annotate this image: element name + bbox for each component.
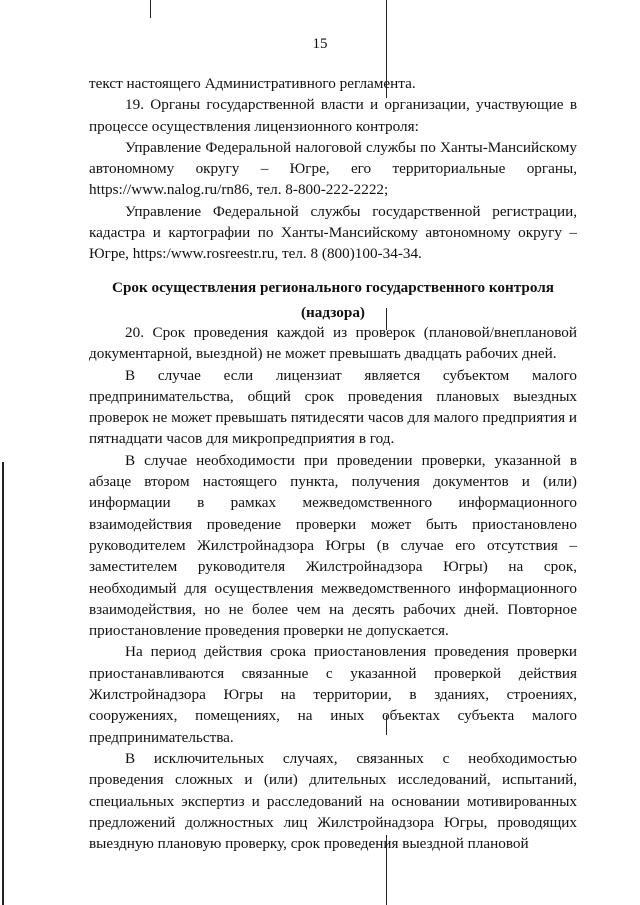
paragraph: В случае необходимости при проведении проверки, указанной в абзаце втором настоящего пункта, получения документов и (или) информации в рамках межведомственного информационного взаимодействия проведение проверки может быть приостановлено руководителем Жилстройнадзора Югры (в случае его отсутствия – заместителем руководителя Жилстройнадзора Югры) на срок, необходимый для осуществления межведомственного информационного взаимодействия, но не более чем на десять рабочих дней. Повторное приостановление проведения проверки не допускается. bbox=[89, 451, 577, 640]
paragraph: текст настоящего Административного регламента. bbox=[89, 75, 416, 92]
scan-mark-top-left bbox=[150, 0, 151, 18]
section-heading-line2: (надзора) bbox=[301, 304, 365, 321]
section-heading-line1: Срок осуществления регионального государственного контроля bbox=[111, 279, 554, 296]
section-heading bbox=[89, 275, 577, 325]
page-number: 15 bbox=[312, 36, 328, 52]
paragraph: На период действия срока приостановления проведения проверки приостанавливаются связанные с указанной проверкой действия Жилстройнадзора Югры на территории, в зданиях, строениях, сооружениях, помещениях, на иных объектах субъекта малого предпринимательства. bbox=[89, 643, 577, 746]
paragraph: Управление Федеральной налоговой службы по Ханты-Мансийскому автономному округу – Югре, его территориальные органы, https://www.nalog.ru/rn86, тел. 8-800-222-2222; bbox=[89, 138, 577, 199]
main-text-block bbox=[89, 322, 577, 854]
paragraph: В случае если лицензиат является субъектом малого предпринимательства, общий срок проведения плановых выездных проверок не может превышать пятидесяти часов для малого предприятия и пятнадцати часов для микропредприятия в год. bbox=[89, 366, 577, 448]
paragraph: 20. Срок проведения каждой из проверок (плановой/внеплановой документарной, выездной) не может превышать двадцать рабочих дней. bbox=[89, 324, 577, 363]
top-text-block bbox=[89, 73, 577, 265]
paragraph: В исключительных случаях, связанных с необходимостью проведения сложных и (или) длительных исследований, испытаний, специальных экспертиз и расследований на основании мотивированных предложений должностных лиц Жилстройнадзора Югры, проводящих выездную плановую проверку, срок проведения выездной плановой bbox=[89, 749, 577, 853]
scan-binding-edge bbox=[2, 462, 4, 905]
paragraph: 19. Органы государственной власти и организации, участвующие в процессе осуществления лицензионного контроля: bbox=[89, 96, 577, 135]
paragraph: Управление Федеральной службы государственной регистрации, кадастра и картографии по Ханты-Мансийскому автономному округу – Югре, https:/www.rosreestr.ru, тел. 8 (800)100-34-34. bbox=[89, 202, 577, 263]
